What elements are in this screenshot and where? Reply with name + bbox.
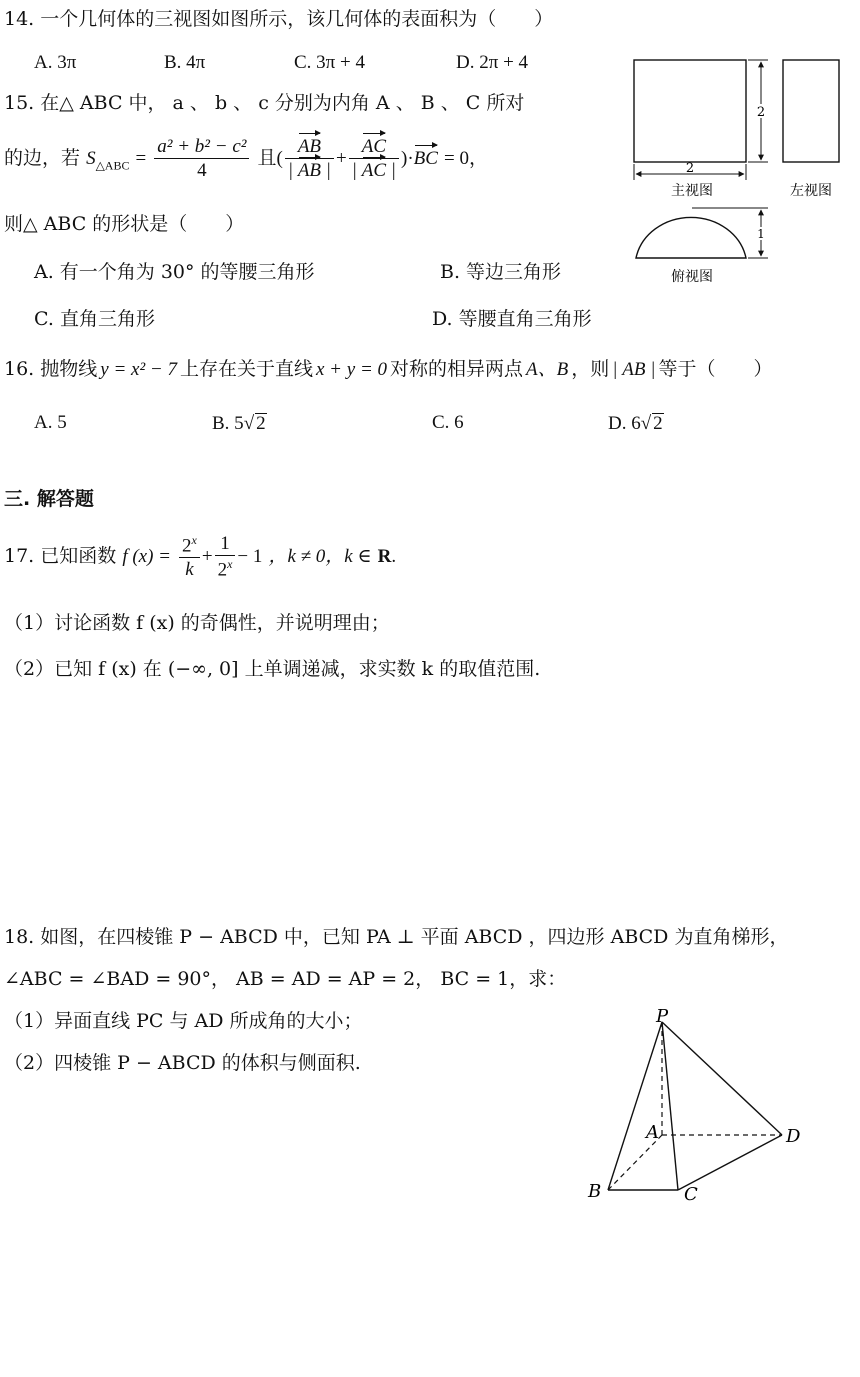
q15-option-a: A. 有一个角为 30° 的等腰三角形	[34, 261, 315, 283]
edge-cd	[678, 1135, 782, 1190]
top-view-semicircle	[636, 217, 746, 258]
q15-option-c: C. 直角三角形	[34, 308, 155, 330]
q15-frac-den: 4	[197, 160, 207, 181]
edge-pd	[662, 1022, 782, 1135]
q15-unit-vector-ac: $\frac{AC}{| AC |}$	[349, 137, 399, 180]
q14-stem: 14. 一个几何体的三视图如图所示，该几何体的表面积为（ ）	[4, 8, 554, 30]
front-view-label: 主视图	[671, 183, 713, 199]
q14-option-a: A. 3π	[34, 52, 77, 73]
vertex-b-label: B	[588, 1181, 602, 1202]
top-view-label: 俯视图	[671, 269, 713, 285]
q17-part2: （2）已知 f (x) 在 (−∞, 0] 上单调递减，求实数 k 的取值范围.	[4, 658, 541, 680]
dim-width-label: 2	[685, 161, 695, 176]
q15-s-subscript: △ABC	[95, 158, 130, 173]
q14-option-d: D. 2π + 4	[456, 52, 529, 73]
q15-unit-vector-ab: $\frac{AB}{| AB |}$	[285, 137, 334, 180]
q15-option-b: B. 等边三角形	[440, 261, 562, 283]
vertex-p-label: P	[656, 1006, 669, 1027]
q15-area-fraction	[154, 137, 249, 180]
vertex-d-label: D	[786, 1126, 801, 1147]
edge-pc	[662, 1022, 678, 1190]
q17-frac-2x-k: $\frac{2^x}{k}$	[179, 534, 200, 579]
q16-option-d: D. 6√ 2	[608, 413, 663, 434]
q15-eq-zero: = 0，	[443, 148, 488, 169]
side-view-rect	[783, 60, 839, 162]
front-view-rect	[634, 60, 746, 162]
q17-frac-1-2x: $\frac{1}{2^x}$	[215, 534, 236, 579]
three-view-figure	[620, 50, 850, 290]
side-view-label: 左视图	[790, 183, 832, 199]
q16-option-c: C. 6	[432, 412, 464, 433]
vertex-a-label: A	[646, 1122, 659, 1143]
q18-stem-line2: ∠ABC = ∠BAD = 90°， AB = AD = AP = 2， BC = 1，求：	[4, 968, 567, 990]
edge-pb	[608, 1022, 662, 1190]
q16-option-b: B. 5√ 2	[212, 413, 266, 434]
dim-height-label: 2	[756, 105, 766, 120]
q18-part2: （2）四棱锥 P − ABCD 的体积与侧面积.	[4, 1052, 361, 1074]
q17-stem: 17. 已知函数 f (x) = $\frac{2^x}{k}$ + $\frac{1}{2^x}$ − 1 ，k ≠ 0，k ∈ R.	[4, 533, 397, 581]
q14-option-b: B. 4π	[164, 52, 206, 73]
q15-line2-prefix: 的边，若	[4, 147, 81, 169]
section-heading: 三. 解答题	[4, 488, 94, 510]
q15-line1: 15. 在△ ABC 中， a 、 b 、 c 分别为内角 A 、 B 、 C 所对	[4, 92, 525, 114]
q16-stem: 16. 抛物线 y = x² − 7 上存在关于直线 x + y = 0 对称的相异两点 A、B ，则 | AB | 等于（ ）	[4, 358, 773, 380]
q18-stem-line1: 18. 如图，在四棱锥 P − ABCD 中，已知 PA ⊥ 平面 ABCD ，四边形 ABCD 为直角梯形，	[4, 926, 789, 948]
q18-part1: （1）异面直线 PC 与 AD 所成角的大小；	[4, 1010, 363, 1032]
q14-option-c: C. 3π + 4	[294, 52, 365, 73]
q15-line2: 的边，若 $S_{\triangle ABC}$ = $\frac{\text{a² + b² − c²}}{4}$ 且( $\frac{AB}{| AB |}$ + $\frac{AC}{| AC |}$ )·BC = 0，	[4, 136, 488, 181]
vertex-c-label: C	[684, 1184, 698, 1205]
q15-option-d: D. 等腰直角三角形	[432, 308, 592, 330]
edge-ab-hidden	[608, 1135, 662, 1190]
q16-option-a: A. 5	[34, 412, 67, 433]
q15-line3: 则△ ABC 的形状是（ ）	[4, 213, 245, 235]
q17-part1: （1）讨论函数 f (x) 的奇偶性，并说明理由；	[4, 612, 390, 634]
q15-and: 且	[257, 147, 277, 169]
dim-depth-label: 1	[757, 227, 765, 241]
pyramid-figure	[580, 1000, 820, 1210]
q15-frac-num: a² + b² − c²	[154, 137, 249, 159]
